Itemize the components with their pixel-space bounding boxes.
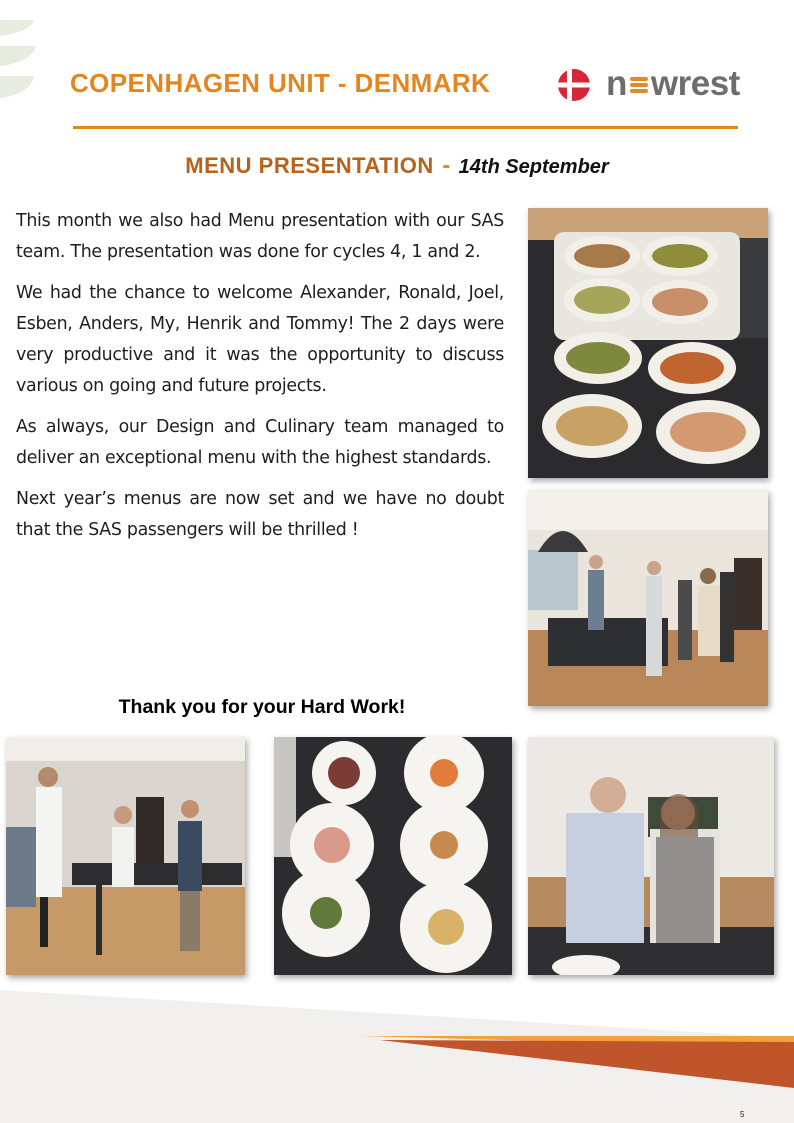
page-number: 5: [740, 1110, 745, 1119]
section-date: 14th September: [458, 156, 609, 178]
photo-office-gathering: [528, 490, 768, 706]
photo-chef-presentation: [6, 737, 245, 975]
footer-decoration: [0, 990, 794, 1123]
page-header-title: COPENHAGEN UNIT - DENMARK: [70, 68, 491, 98]
thank-you-heading: Thank you for your Hard Work!: [118, 696, 406, 718]
paragraph: We had the chance to welcome Alexander, Ronald, Joel, Esben, Anders, My, Henrik and Tommy! The 2 days were very productive and it was the opportunity to discuss various on going and future projects.: [16, 283, 504, 396]
section-heading: [0, 150, 794, 185]
denmark-flag-icon: [557, 68, 591, 102]
header-divider: [73, 126, 738, 129]
paragraph: As always, our Design and Culinary team managed to deliver an exceptional menu with the highest standards.: [16, 417, 504, 468]
decorative-leaf-shape: [0, 18, 36, 102]
newrest-logo: n wrest: [606, 64, 740, 103]
photo-team-portrait: [528, 737, 774, 975]
photo-plated-dishes: [274, 737, 512, 975]
paragraph: Next year’s menus are now set and we have no doubt that the SAS passengers will be thrilled !: [16, 489, 504, 540]
paragraph: This month we also had Menu presentation with our SAS team. The presentation was done for cycles 4, 1 and 2.: [16, 211, 504, 262]
section-title: MENU PRESENTATION: [185, 153, 434, 178]
photo-meal-trays: [528, 208, 768, 478]
article-body: [16, 206, 504, 556]
section-separator: -: [442, 152, 451, 179]
